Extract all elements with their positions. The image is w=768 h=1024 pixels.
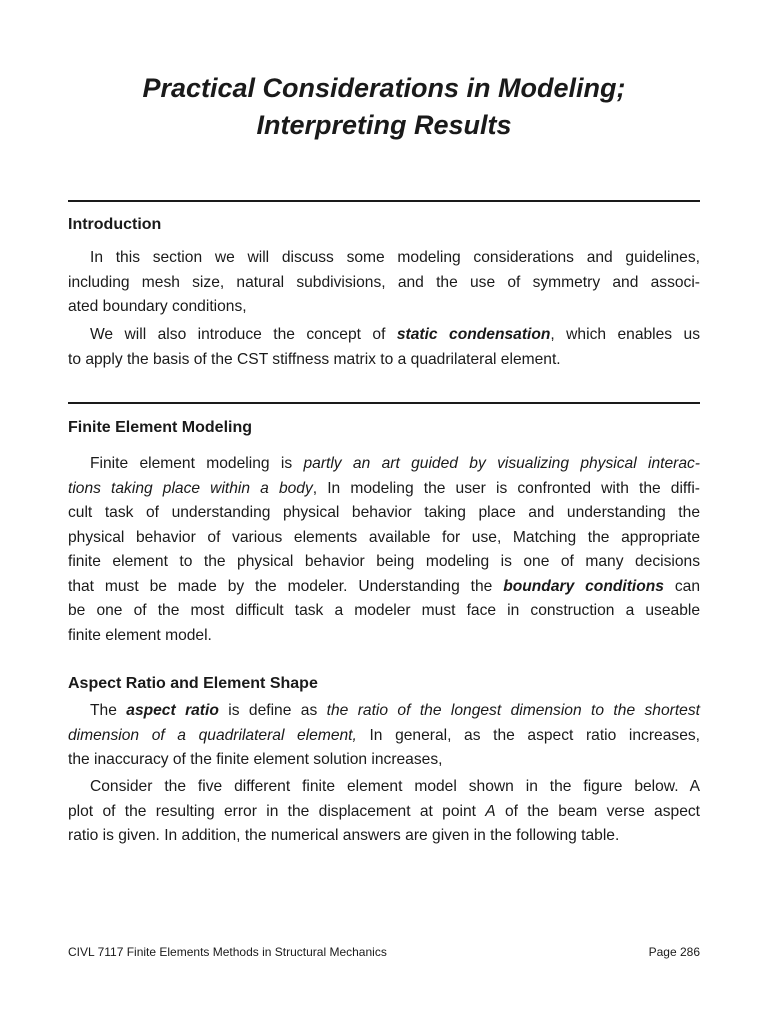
text-line: ratio is given. In addition, the numerical answers are given in the following table. <box>68 827 620 844</box>
text-line <box>68 724 700 749</box>
text-run: can <box>663 577 700 595</box>
section-divider-fem <box>68 402 700 404</box>
section-heading-aspect-ratio: Aspect Ratio and Element Shape <box>68 675 318 692</box>
text-line <box>68 800 700 825</box>
page-title-line-2: Interpreting Results <box>256 110 512 140</box>
page-title <box>68 70 700 144</box>
text-line: finite element model. <box>68 626 212 644</box>
footer-page-number: Page 286 <box>648 945 700 959</box>
text-line <box>68 452 700 477</box>
text-line: In this section we will discuss some modeling considerations and guidelines, <box>90 249 700 266</box>
text-line <box>68 699 700 724</box>
fem-paragraph-1 <box>68 452 700 648</box>
text-line <box>68 323 700 348</box>
text-run: plot of the resulting error in the displacement at point <box>68 802 486 820</box>
section-heading-finite-element-modeling: Finite Element Modeling <box>68 419 253 436</box>
emphasis-italic: partly an art guided by visualizing physical interac- <box>303 455 700 472</box>
aspect-paragraph-1 <box>68 699 700 773</box>
emphasis-aspect-ratio: aspect ratio <box>126 702 219 719</box>
text-line <box>68 575 700 600</box>
introduction-paragraph-2 <box>68 323 700 372</box>
text-run: Finite element modeling is <box>90 455 304 472</box>
text-line: cult task of understanding physical behavior taking place and understanding the <box>68 504 700 521</box>
page-title-line-1: Practical Considerations in Modeling; <box>142 73 626 103</box>
aspect-paragraph-2 <box>68 775 700 849</box>
emphasis-italic: the ratio of the longest dimension to the shortest <box>326 702 700 719</box>
text-run: of the beam verse aspect <box>495 802 700 820</box>
text-line: physical behavior of various elements available for use, Matching the appropriate <box>68 528 700 546</box>
section-heading-introduction: Introduction <box>68 216 162 233</box>
text-line: finite element to the physical behavior being modeling is one of many decisions <box>68 553 700 570</box>
page-footer <box>68 944 700 960</box>
text-line: ated boundary conditions, <box>68 298 247 315</box>
text-line: be one of the most difficult task a modeler must face in construction a useable <box>68 602 700 619</box>
text-run: , In modeling the user is confronted with the diffi- <box>312 479 700 497</box>
text-run: In general, as the aspect ratio increases, <box>356 726 700 744</box>
text-line: the inaccuracy of the finite element solution increases, <box>68 751 443 768</box>
emphasis-boundary-conditions: boundary conditions <box>503 577 664 595</box>
text-run: , which enables us <box>550 326 700 343</box>
footer-course-title: CIVL 7117 Finite Elements Methods in Structural Mechanics <box>68 945 387 959</box>
point-label-a: A <box>485 802 496 820</box>
text-run: is define as <box>218 702 327 719</box>
text-line <box>68 477 700 502</box>
emphasis-italic: dimension of a quadrilateral element, <box>68 726 357 744</box>
introduction-paragraph-1 <box>68 246 700 320</box>
text-run: We will also introduce the concept of <box>90 326 397 343</box>
emphasis-italic: tions taking place within a body <box>68 479 313 497</box>
text-line: Consider the five different finite element model shown in the figure below. A <box>90 778 700 795</box>
text-run: The <box>90 702 127 719</box>
text-line: including mesh size, natural subdivisions, and the use of symmetry and associ- <box>68 273 700 291</box>
emphasis-static-condensation: static condensation <box>396 326 551 343</box>
text-line: to apply the basis of the CST stiffness matrix to a quadrilateral element. <box>68 350 561 368</box>
section-divider-introduction <box>68 200 700 202</box>
text-run: that must be made by the modeler. Understanding the <box>68 577 504 595</box>
